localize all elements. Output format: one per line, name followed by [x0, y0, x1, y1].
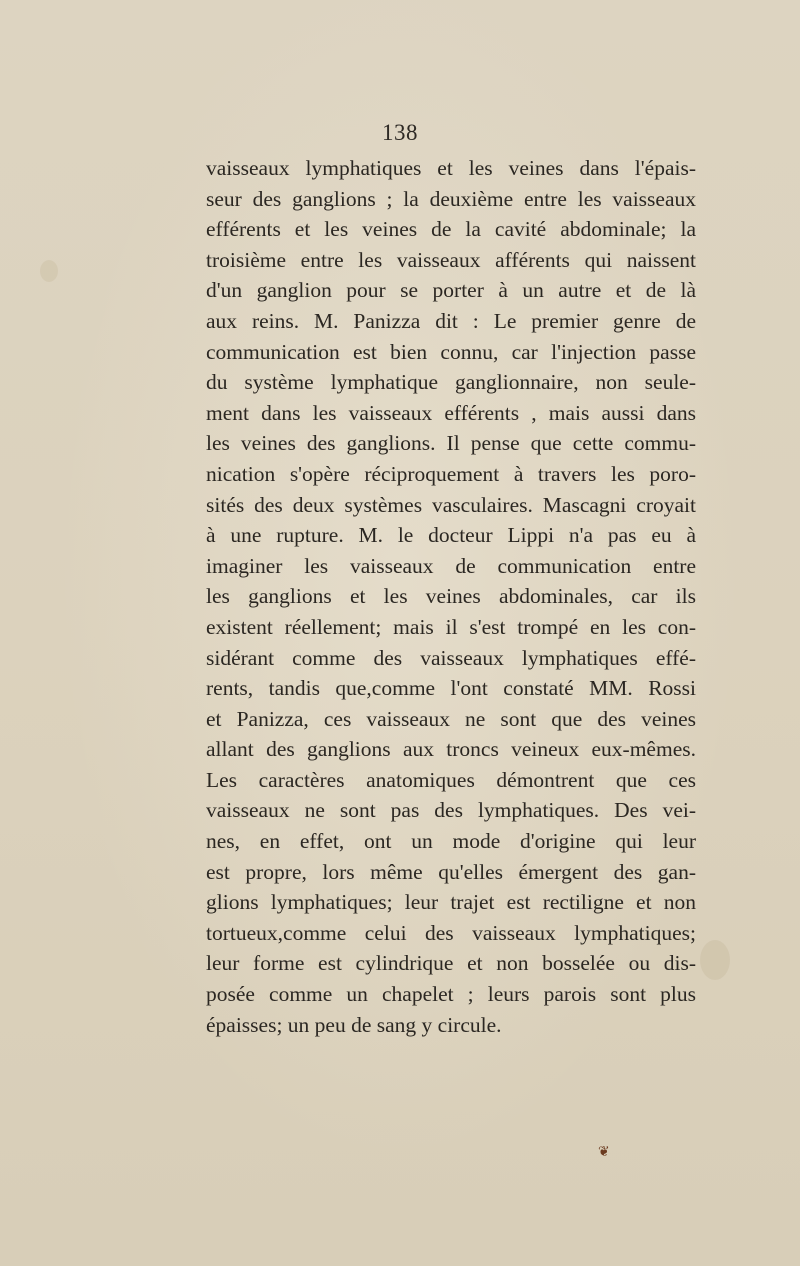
text-line: d'un ganglion pour se porter à un autre et de là [206, 278, 696, 303]
body-text [206, 153, 696, 1040]
text-line: troisième entre les vaisseaux afférents qui naissent [206, 247, 696, 272]
text-line: tortueux,comme celui des vaisseaux lymphatiques; [206, 920, 696, 945]
text-line: seur des ganglions ; la deuxième entre les vaisseaux [206, 186, 696, 211]
text-line: existent réellement; mais il s'est trompé en les con- [206, 614, 696, 639]
text-line: sités des deux systèmes vasculaires. Mascagni croyait [206, 492, 696, 517]
text-line: nication s'opère réciproquement à travers les poro- [206, 461, 696, 486]
text-line: à une rupture. M. le docteur Lippi n'a pas eu à [206, 523, 696, 548]
text-line: efférents et les veines de la cavité abdominale; la [206, 217, 696, 242]
text-line: sidérant comme des vaisseaux lymphatiques effé- [206, 645, 696, 670]
text-line: du système lymphatique ganglionnaire, non seule- [206, 370, 696, 395]
paper-stain [40, 260, 58, 282]
text-line: vaisseaux lymphatiques et les veines dans l'épais- [206, 156, 696, 180]
paper-stain [700, 940, 730, 980]
text-line: imaginer les vaisseaux de communication entre [206, 553, 696, 578]
text-line: posée comme un chapelet ; leurs parois sont plus [206, 982, 696, 1007]
text-line: aux reins. M. Panizza dit : Le premier genre de [206, 308, 696, 333]
text-line: vaisseaux ne sont pas des lymphatiques. Des vei- [206, 798, 696, 823]
text-line: épaisses; un peu de sang y circule. [206, 1012, 502, 1037]
ink-mark-icon: ❦ [598, 1144, 610, 1160]
text-line: leur forme est cylindrique et non bosselée ou dis- [206, 951, 696, 976]
text-line: rents, tandis que,comme l'ont constaté MM. Rossi [206, 676, 696, 701]
text-line: les ganglions et les veines abdominales, car ils [206, 584, 696, 609]
text-line: ment dans les vaisseaux efférents , mais aussi dans [206, 400, 696, 425]
text-line: est propre, lors même qu'elles émergent des gan- [206, 859, 696, 884]
page-number: 138 [382, 120, 418, 145]
text-line: les veines des ganglions. Il pense que cette commu- [206, 431, 696, 456]
text-line: communication est bien connu, car l'injection passe [206, 339, 696, 364]
text-line: allant des ganglions aux troncs veineux eux-mêmes. [206, 737, 696, 762]
text-line: Les caractères anatomiques démontrent que ces [206, 767, 696, 792]
text-line: et Panizza, ces vaisseaux ne sont que des veines [206, 706, 696, 731]
text-line: nes, en effet, ont un mode d'origine qui leur [206, 829, 696, 854]
text-line: glions lymphatiques; leur trajet est rectiligne et non [206, 890, 696, 915]
